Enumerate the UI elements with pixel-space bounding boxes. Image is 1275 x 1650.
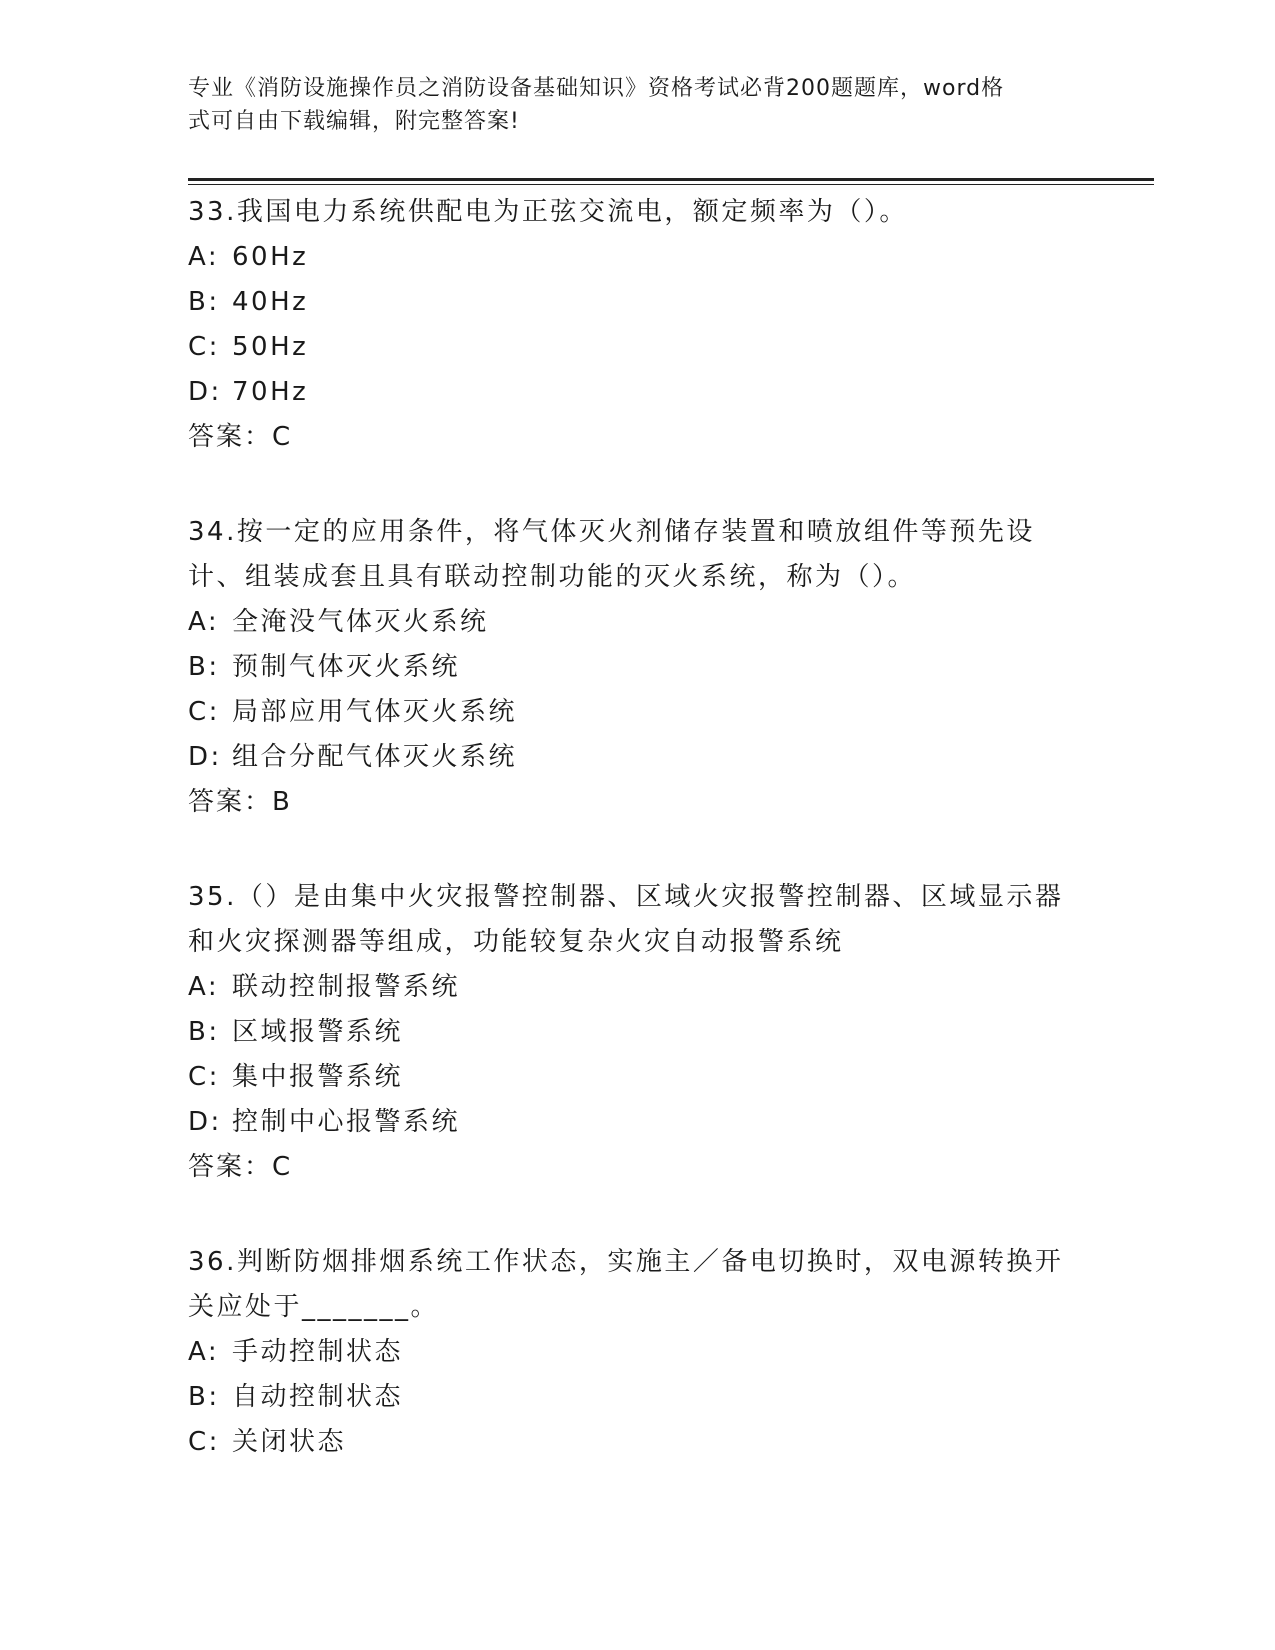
option-text: 手动控制状态	[232, 1337, 404, 1367]
option-b	[188, 1010, 1088, 1055]
question-text: 36.判断防烟排烟系统工作状态，实施主／备电切换时，双电源转换开关应处于_______。	[188, 1247, 1064, 1322]
question-text: 35.（）是由集中火灾报警控制器、区域火灾报警控制器、区域显示器和火灾探测器等组成，功能较复杂火灾自动报警系统	[188, 882, 1064, 957]
question-33	[188, 190, 1088, 460]
question-34	[188, 510, 1088, 825]
option-label: C:	[188, 332, 220, 362]
option-d	[188, 370, 1088, 415]
option-text: 集中报警系统	[232, 1062, 404, 1092]
option-label: C:	[188, 1427, 220, 1457]
question-36	[188, 1240, 1088, 1465]
option-text: 控制中心报警系统	[232, 1107, 461, 1137]
option-a	[188, 1330, 1088, 1375]
option-text: 全淹没气体灭火系统	[232, 607, 489, 637]
option-label: D:	[188, 377, 222, 407]
option-text: 区域报警系统	[232, 1017, 404, 1047]
option-d	[188, 1100, 1088, 1145]
option-text: 组合分配气体灭火系统	[232, 742, 518, 772]
option-label: B:	[188, 1382, 220, 1412]
option-text: 联动控制报警系统	[232, 972, 461, 1002]
option-label: A:	[188, 242, 220, 272]
question-list	[188, 190, 1088, 1515]
option-c	[188, 325, 1088, 370]
option-label: B:	[188, 287, 220, 317]
option-label: D:	[188, 1107, 222, 1137]
option-text: 40Hz	[232, 287, 309, 317]
option-label: D:	[188, 742, 222, 772]
option-label: A:	[188, 607, 220, 637]
option-b	[188, 1375, 1088, 1420]
option-c	[188, 1420, 1088, 1465]
option-c	[188, 1055, 1088, 1100]
option-label: B:	[188, 652, 220, 682]
question-text: 33.我国电力系统供配电为正弦交流电，额定频率为（）。	[188, 197, 908, 227]
header-divider-thin	[188, 184, 1154, 185]
answer: 答案：C	[188, 422, 293, 452]
option-b	[188, 280, 1088, 325]
option-text: 70Hz	[232, 377, 309, 407]
option-text: 关闭状态	[232, 1427, 347, 1457]
option-b	[188, 645, 1088, 690]
header-line-2: 式可自由下载编辑，附完整答案!	[188, 109, 520, 134]
option-label: A:	[188, 972, 220, 1002]
answer: 答案：B	[188, 787, 292, 817]
document-header	[188, 72, 1088, 138]
option-label: C:	[188, 697, 220, 727]
option-c	[188, 690, 1088, 735]
option-text: 60Hz	[232, 242, 309, 272]
header-line-1: 专业《消防设施操作员之消防设备基础知识》资格考试必背200题题库，word格	[188, 76, 1005, 101]
question-35	[188, 875, 1088, 1190]
option-d	[188, 735, 1088, 780]
option-text: 自动控制状态	[232, 1382, 404, 1412]
option-label: A:	[188, 1337, 220, 1367]
option-label: C:	[188, 1062, 220, 1092]
option-text: 预制气体灭火系统	[232, 652, 461, 682]
option-text: 局部应用气体灭火系统	[232, 697, 518, 727]
option-a	[188, 600, 1088, 645]
header-divider-thick	[188, 178, 1154, 181]
option-a	[188, 965, 1088, 1010]
option-text: 50Hz	[232, 332, 309, 362]
option-a	[188, 235, 1088, 280]
question-text: 34.按一定的应用条件，将气体灭火剂储存装置和喷放组件等预先设计、组装成套且具有联动控制功能的灭火系统，称为（）。	[188, 517, 1035, 592]
answer: 答案：C	[188, 1152, 293, 1182]
option-label: B:	[188, 1017, 220, 1047]
